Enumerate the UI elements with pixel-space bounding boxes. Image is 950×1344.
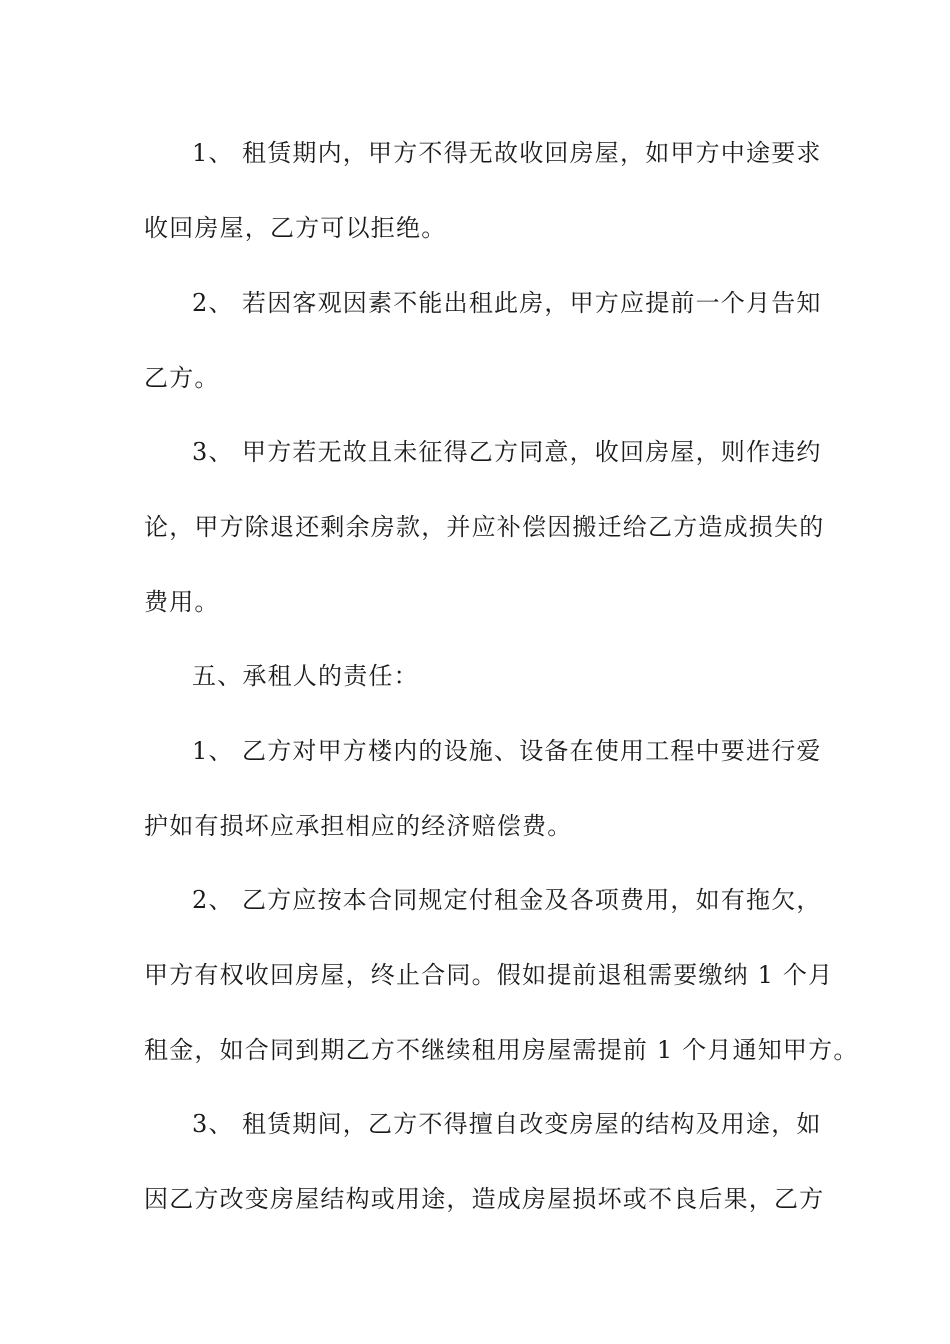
item-number: 1、 [192,737,234,765]
paragraph-line [144,358,814,398]
paragraph-text: 因乙方改变房屋结构或用途，造成房屋损坏或不良后果，乙方 [144,1185,825,1213]
paragraph-text: 收回房屋，乙方可以拒绝。 [144,214,447,242]
paragraph-text: 护如有损坏应承担相应的经济赔偿费。 [144,812,573,840]
section-heading-text: 五、承租人的责任： [192,662,419,690]
paragraph-line [144,880,822,920]
item-number: 2、 [192,886,234,914]
paragraph-text: 若因客观因素不能出租此房，甲方应提前一个月告知 [242,289,822,317]
item-number: 1、 [192,139,234,167]
paragraph-text: 论，甲方除退还剩余房款，并应补偿因搬迁给乙方造成损失的 [144,513,825,541]
paragraph-line [144,806,814,846]
paragraph-line [144,283,822,323]
paragraph-line [144,507,825,547]
item-number: 2、 [192,289,234,317]
paragraph-text: 租赁期间，乙方不得擅自改变房屋的结构及用途，如 [242,1110,822,1138]
paragraph-line [144,208,814,248]
paragraph-text: 乙方对甲方楼内的设施、设备在使用工程中要进行爱 [242,737,822,765]
paragraph-text: 甲方有权收回房屋，终止合同。假如提前退租需要缴纳 1 个月 [144,961,834,989]
paragraph-line [144,955,834,995]
paragraph-text: 乙方应按本合同规定付租金及各项费用，如有拖欠， [242,886,822,914]
paragraph-text: 租金，如合同到期乙方不继续租用房屋需提前 1 个月通知甲方。 [144,1036,859,1064]
paragraph-line [144,1104,822,1144]
paragraph-line [144,133,822,173]
paragraph-line [144,582,814,622]
item-number: 3、 [192,1110,234,1138]
section-heading [144,656,814,696]
paragraph-line [144,1030,859,1070]
paragraph-line [144,432,822,472]
paragraph-text: 费用。 [144,588,220,616]
paragraph-line [144,1179,825,1219]
paragraph-text: 甲方若无故且未征得乙方同意，收回房屋，则作违约 [242,438,822,466]
paragraph-text: 乙方。 [144,364,220,392]
paragraph-line [144,731,822,771]
paragraph-text: 租赁期内，甲方不得无故收回房屋，如甲方中途要求 [242,139,822,167]
item-number: 3、 [192,438,234,466]
